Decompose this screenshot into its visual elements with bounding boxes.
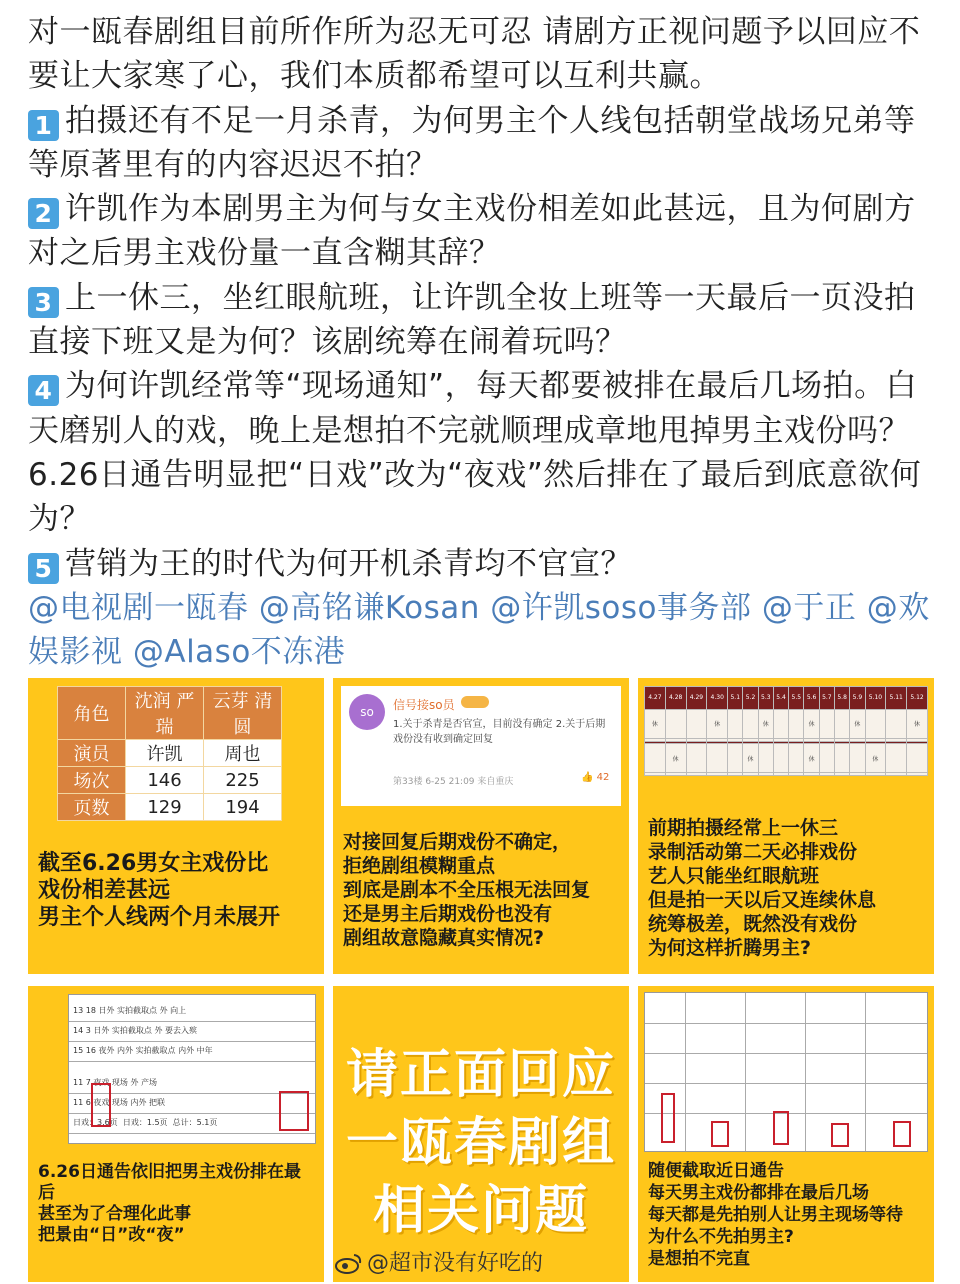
schedule-cell: [907, 744, 928, 773]
caption-line: 甚至为了合理化此事: [38, 1204, 191, 1224]
image-tile-4[interactable]: [28, 986, 324, 1282]
schedule-cell: 休: [645, 709, 666, 738]
schedule-cell: 休: [850, 709, 865, 738]
schedule-cell: [789, 744, 804, 773]
call-sheet-row: 11 6 夜戏 现场 内外 把联: [73, 1098, 166, 1107]
table-cell: 场次: [58, 767, 126, 794]
schedule-cell: 5.11: [886, 687, 907, 710]
highlight-box: [831, 1123, 849, 1147]
title-line: 相关问题: [372, 1181, 589, 1241]
schedule-row: [645, 687, 928, 710]
schedule-cell: 4.27: [645, 687, 666, 710]
weibo-logo-icon: [335, 1252, 363, 1274]
mention-link[interactable]: @Alaso不冻港: [132, 634, 346, 671]
schedule-cell: [819, 709, 834, 738]
post-item-1: [28, 99, 933, 188]
highlight-box: [773, 1111, 789, 1145]
caption-line: 到底是剧本不全压根无法回复: [343, 879, 591, 901]
schedule-cell: 休: [865, 744, 886, 773]
schedule-cell: [789, 773, 804, 776]
schedule-cell: [645, 773, 666, 776]
vip-badge-icon: [461, 696, 489, 708]
mention-link[interactable]: @许凯soso事务部: [490, 589, 752, 626]
call-sheet-image: [644, 992, 928, 1152]
mention-link[interactable]: @电视剧一瓯春: [28, 589, 249, 626]
schedule-cell: 5.10: [865, 687, 886, 710]
schedule-cell: 5.8: [834, 687, 849, 710]
schedule-cell: 休: [907, 709, 928, 738]
schedule-cell: [804, 773, 819, 776]
role-table: [57, 686, 282, 821]
schedule-cell: [773, 709, 788, 738]
schedule-row: [645, 709, 928, 738]
mention-link[interactable]: @欢娱影视: [28, 589, 930, 671]
schedule-cell: [707, 744, 728, 773]
schedule-cell: 休: [804, 709, 819, 738]
comment-meta: 第33楼 6-25 21:09 来自重庆: [393, 777, 514, 787]
avatar: so: [349, 694, 385, 730]
caption-line: 把景由“日”改“夜”: [38, 1225, 185, 1245]
schedule-cell: [758, 744, 773, 773]
call-sheet-row: 14 3 日外 实拍截取点 外 要去入殡: [73, 1026, 198, 1035]
schedule-cell: [819, 773, 834, 776]
commenter-name: 信号接so员: [393, 698, 455, 712]
post-item-3: [28, 276, 933, 365]
post-item-5-text: 营销为王的时代为何开机杀青均不官宣？: [65, 545, 632, 582]
call-sheet-image: [68, 994, 316, 1144]
schedule-cell: [907, 773, 928, 776]
post-item-1-text: 拍摄还有不足一月杀青，为何男主个人线包括朝堂战场兄弟等等原著里有的内容迟迟不拍？: [28, 102, 916, 183]
caption-line: 录制活动第二天必排戏份: [648, 841, 858, 863]
number-3-icon: 3: [28, 287, 59, 318]
schedule-cell: [665, 709, 686, 738]
comment-text: 1.关于杀青是否官宣，目前没有确定 2.关于后期戏份没有收到确定回复: [393, 719, 606, 745]
schedule-cell: 5.9: [850, 687, 865, 710]
table-cell: 225: [204, 767, 282, 794]
schedule-cell: 5.2: [743, 687, 758, 710]
schedule-cell: [686, 709, 707, 738]
schedule-cell: 5.7: [819, 687, 834, 710]
number-2-icon: 2: [28, 198, 59, 229]
table-header: 沈润 严瑞: [126, 687, 204, 740]
caption-line: 为什么不先拍男主?: [648, 1227, 794, 1247]
caption-line: 是想拍不完直: [648, 1249, 750, 1269]
schedule-cell: 5.1: [728, 687, 743, 710]
table-cell: 页数: [58, 794, 126, 821]
schedule-cell: 4.30: [707, 687, 728, 710]
like-number: 42: [596, 772, 610, 783]
caption-line: 为何这样折腾男主?: [648, 937, 812, 959]
caption-line: 每天男主戏份都排在最后几场: [648, 1183, 869, 1203]
table-cell: 194: [204, 794, 282, 821]
image-tile-5[interactable]: [333, 986, 629, 1282]
table-header: 云芽 清圆: [204, 687, 282, 740]
schedule-cell: [886, 709, 907, 738]
schedule-cell: [834, 709, 849, 738]
post-item-4: [28, 364, 933, 541]
caption-line: 还是男主后期戏份也没有: [343, 903, 553, 925]
schedule-cell: 5.6: [804, 687, 819, 710]
schedule-cell: [743, 773, 758, 776]
post-intro: 对一瓯春剧组目前所作所为忍无可忍 请剧方正视问题予以回应不要让大家寒了心，我们本质都希望可以互利共赢。: [28, 14, 921, 95]
like-count: 👍 42: [581, 772, 610, 783]
caption-line: 统筹极差，既然没有戏份: [648, 913, 858, 935]
post-item-4-text: 为何许凯经常等“现场通知”，每天都要被排在最后几场拍。白天磨别人的戏，晚上是想拍不完就顺理成章地甩掉男主戏份吗？6.26日通告明显把“日戏”改为“夜戏”然后排在了最后到底意欲何为？: [28, 368, 922, 538]
schedule-cell: 休: [743, 744, 758, 773]
schedule-cell: [773, 773, 788, 776]
table-cell: 许凯: [126, 740, 204, 767]
schedule-cell: 休: [804, 744, 819, 773]
tile-caption: [648, 816, 926, 960]
image-tile-2[interactable]: [333, 678, 629, 974]
tile-caption: [648, 1160, 926, 1270]
caption-line: 男主个人线两个月未展开: [38, 905, 281, 930]
post-item-3-text: 上一休三，坐红眼航班，让许凯全妆上班等一天最后一页没拍直接下班又是为何？该剧统筹在闹着玩吗？: [28, 279, 916, 361]
number-4-icon: 4: [28, 375, 59, 406]
schedule-cell: [645, 744, 666, 773]
mention-link[interactable]: @高铭谦Kosan: [258, 589, 480, 626]
schedule-cell: [850, 744, 865, 773]
tile-title: [333, 1041, 629, 1245]
table-header: 角色: [58, 687, 126, 740]
schedule-cell: [819, 744, 834, 773]
schedule-row: [645, 773, 928, 776]
schedule-cell: [886, 744, 907, 773]
image-tile-6[interactable]: [638, 986, 934, 1282]
weibo-watermark: [335, 1246, 543, 1277]
image-tile-3[interactable]: [638, 678, 934, 974]
schedule-cell: 休: [665, 744, 686, 773]
weibo-comment-card: [341, 686, 621, 806]
schedule-cell: [886, 773, 907, 776]
title-line: 请正面回应: [345, 1045, 616, 1105]
schedule-cell: 5.4: [773, 687, 788, 710]
image-grid: [28, 678, 934, 1282]
number-5-icon: 5: [28, 553, 59, 584]
schedule-cell: [789, 709, 804, 738]
post-item-2-text: 许凯作为本剧男主为何与女主戏份相差如此甚远，且为何剧方对之后男主戏份量一直含糊其辞？: [28, 191, 916, 272]
tile-caption: [343, 830, 621, 950]
schedule-cell: [665, 773, 686, 776]
caption-line: 每天都是先拍别人让男主现场等待: [648, 1205, 903, 1225]
highlight-box: [661, 1093, 675, 1143]
caption-line: 对接回复后期戏份不确定，: [343, 831, 572, 853]
post-body: [28, 10, 933, 674]
schedule-cell: [773, 744, 788, 773]
table-cell: 129: [126, 794, 204, 821]
caption-line: 前期拍摄经常上一休三: [648, 817, 839, 839]
post-item-5: [28, 542, 933, 586]
caption-line: 随便截取近日通告: [648, 1161, 784, 1181]
watermark-text: @超市没有好吃的: [367, 1251, 544, 1276]
mentions: [28, 586, 933, 675]
caption-line: 剧组故意隐藏真实情况?: [343, 927, 545, 949]
post-item-2: [28, 187, 933, 276]
call-sheet-row: 11 7 夜戏 现场 外 产场: [73, 1078, 158, 1087]
caption-line: 但是拍一天以后又连续休息: [648, 889, 877, 911]
schedule-cell: [707, 773, 728, 776]
highlight-box: [711, 1121, 729, 1147]
caption-line: 截至6.26男女主戏份比: [38, 851, 269, 876]
table-cell: 146: [126, 767, 204, 794]
table-cell: 周也: [204, 740, 282, 767]
schedule-cell: [850, 773, 865, 776]
table-cell: 演员: [58, 740, 126, 767]
schedule-cell: 5.5: [789, 687, 804, 710]
schedule-cell: [834, 744, 849, 773]
schedule-row: [645, 744, 928, 773]
schedule-cell: 4.28: [665, 687, 686, 710]
schedule-cell: 5.3: [758, 687, 773, 710]
number-1-icon: 1: [28, 110, 59, 141]
schedule-table: [644, 686, 928, 776]
schedule-cell: 4.29: [686, 687, 707, 710]
caption-line: 拒绝剧组模糊重点: [343, 855, 496, 877]
schedule-cell: [686, 773, 707, 776]
schedule-cell: [758, 773, 773, 776]
highlight-box: [279, 1091, 309, 1131]
call-sheet-row: 13 18 日外 实拍截取点 外 向上: [73, 1006, 187, 1015]
caption-line: 艺人只能坐红眼航班: [648, 865, 820, 887]
schedule-cell: [728, 744, 743, 773]
schedule-cell: 休: [707, 709, 728, 738]
tile-caption: [38, 1162, 316, 1246]
schedule-cell: 休: [758, 709, 773, 738]
tile-caption: [38, 850, 316, 931]
schedule-cell: [686, 744, 707, 773]
image-tile-1[interactable]: [28, 678, 324, 974]
highlight-box: [893, 1121, 911, 1147]
schedule-cell: 5.12: [907, 687, 928, 710]
highlight-box: [91, 1083, 111, 1127]
schedule-cell: [834, 773, 849, 776]
schedule-cell: [728, 773, 743, 776]
schedule-cell: [865, 709, 886, 738]
call-sheet-footer: 日戏：3.6页 日戏：1.5页 总计：5.1页: [73, 1118, 218, 1127]
schedule-cell: [865, 773, 886, 776]
mention-link[interactable]: @于正: [761, 589, 857, 626]
call-sheet-row: 15 16 夜外 内外 实拍截取点 内外 中年: [73, 1046, 213, 1055]
schedule-cell: [743, 709, 758, 738]
schedule-cell: [728, 709, 743, 738]
caption-line: 戏份相差甚远: [38, 878, 171, 903]
title-line: 一瓯春剧组: [345, 1113, 616, 1173]
caption-line: 6.26日通告依旧把男主戏份排在最后: [38, 1162, 301, 1203]
